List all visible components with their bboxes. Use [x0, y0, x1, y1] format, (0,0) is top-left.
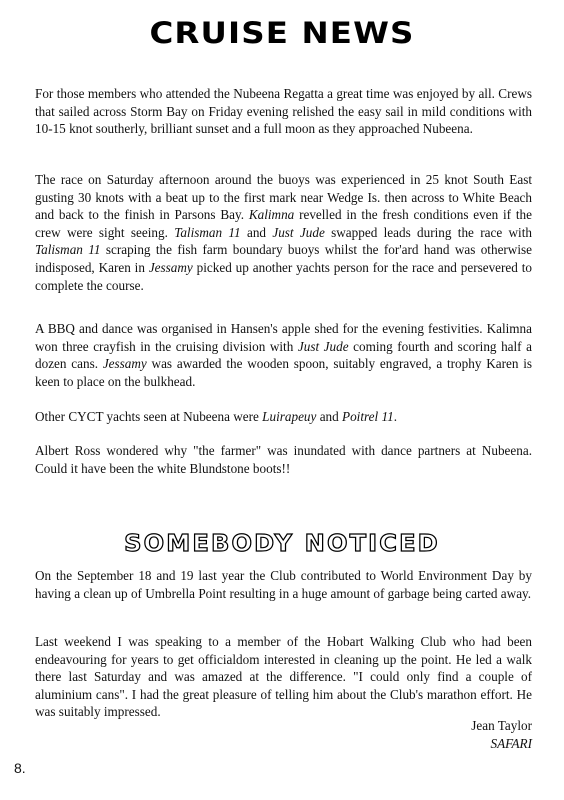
paragraph-text — [35, 171, 532, 294]
paragraph-race-report — [35, 171, 532, 294]
paragraph-text — [35, 320, 532, 390]
page-number: 8. — [14, 760, 26, 776]
yacht-name: Poitrel 11 — [342, 409, 394, 424]
paragraph-other-yachts — [35, 408, 532, 426]
text-run: Other CYCT yachts seen at Nubeena were — [35, 409, 263, 424]
text-run: and — [316, 409, 343, 424]
yacht-name: Luirapeuy — [262, 409, 317, 424]
paragraph-walking-club — [35, 633, 532, 721]
text-run: picked up another yachts person for the race and persevered to complete the course. — [35, 259, 533, 293]
paragraph-text — [35, 408, 532, 426]
author-yacht: SAFARI — [490, 735, 532, 751]
paragraph-albert-ross — [35, 442, 532, 477]
yacht-name: Jessamy — [148, 259, 193, 275]
yacht-name: Jessamy — [102, 356, 147, 372]
paragraph-text: Last weekend I was speaking to a member of the Hobart Walking Club who had been endeavouring for years to get officialdom interested in cleaning up the point. He led a walk there last Saturday and was amazed at the difference. "I could only find a couple of aluminium cans". I had the great pleasure of telling him about the Club's marathon effort. He was suitably impressed. — [35, 634, 532, 720]
yacht-name: Talisman 11 — [174, 224, 241, 240]
author-name: Jean Taylor — [471, 718, 532, 733]
paragraph-text: Albert Ross wondered why "the farmer" was inundated with dance partners at Nubeena. Could it have been the white Blundstone boots!! — [35, 443, 532, 476]
yacht-name: Just Jude — [297, 338, 349, 354]
text-run: swapped leads during the race with — [324, 224, 532, 240]
paragraph-text: For those members who attended the Nubeena Regatta a great time was enjoyed by all. Crews that sailed across Storm Bay on Friday evening relished the easy sail in mild conditions with 10-15 knot southerly, brilliant sunset and a full moon as they approached Nubeena. — [35, 86, 532, 137]
text-run: A BBQ and dance was organised in Hansen's apple shed for the evening festivities. Kalimna won three crayfish in the cruising division with — [35, 321, 532, 354]
text-run: scraping the fish farm boundary buoys whilst the for'ard hand was otherwise indisposed, Karen in — [35, 242, 532, 275]
text-run: The race on Saturday afternoon around the buoys was experienced in 25 knot South East gusting 30 knots with a beat up to the first mark near Wedge Is. then across to White Beach and back to the finish in Parsons Bay. — [35, 172, 532, 223]
text-run: revelled in the fresh conditions even if the crew were sight seeing. — [35, 207, 532, 240]
section-heading: SOMEBODY NOTICED — [124, 531, 440, 557]
yacht-name: Talisman 11 — [35, 242, 101, 258]
paragraph-text: On the September 18 and 19 last year the Club contributed to World Environment Day by having a clean up of Umbrella Point resulting in a huge amount of garbage being carted away. — [35, 568, 532, 601]
text-run: coming fourth and scoring half a dozen cans. — [35, 338, 532, 372]
text-run: and — [240, 224, 273, 240]
page-title: CRUISE NEWS — [149, 16, 415, 50]
yacht-name: Kalimna — [248, 207, 295, 223]
signature-block — [400, 717, 532, 752]
yacht-name: Just Jude — [272, 224, 325, 240]
paragraph-bbq-dance — [35, 320, 532, 390]
paragraph-regatta-intro — [35, 85, 532, 138]
text-run: was awarded the wooden spoon, suitably engraved, a trophy Karen is keen to place on the bulkhead. — [35, 356, 533, 389]
paragraph-environment-day — [35, 567, 532, 602]
text-run: . — [393, 409, 397, 424]
